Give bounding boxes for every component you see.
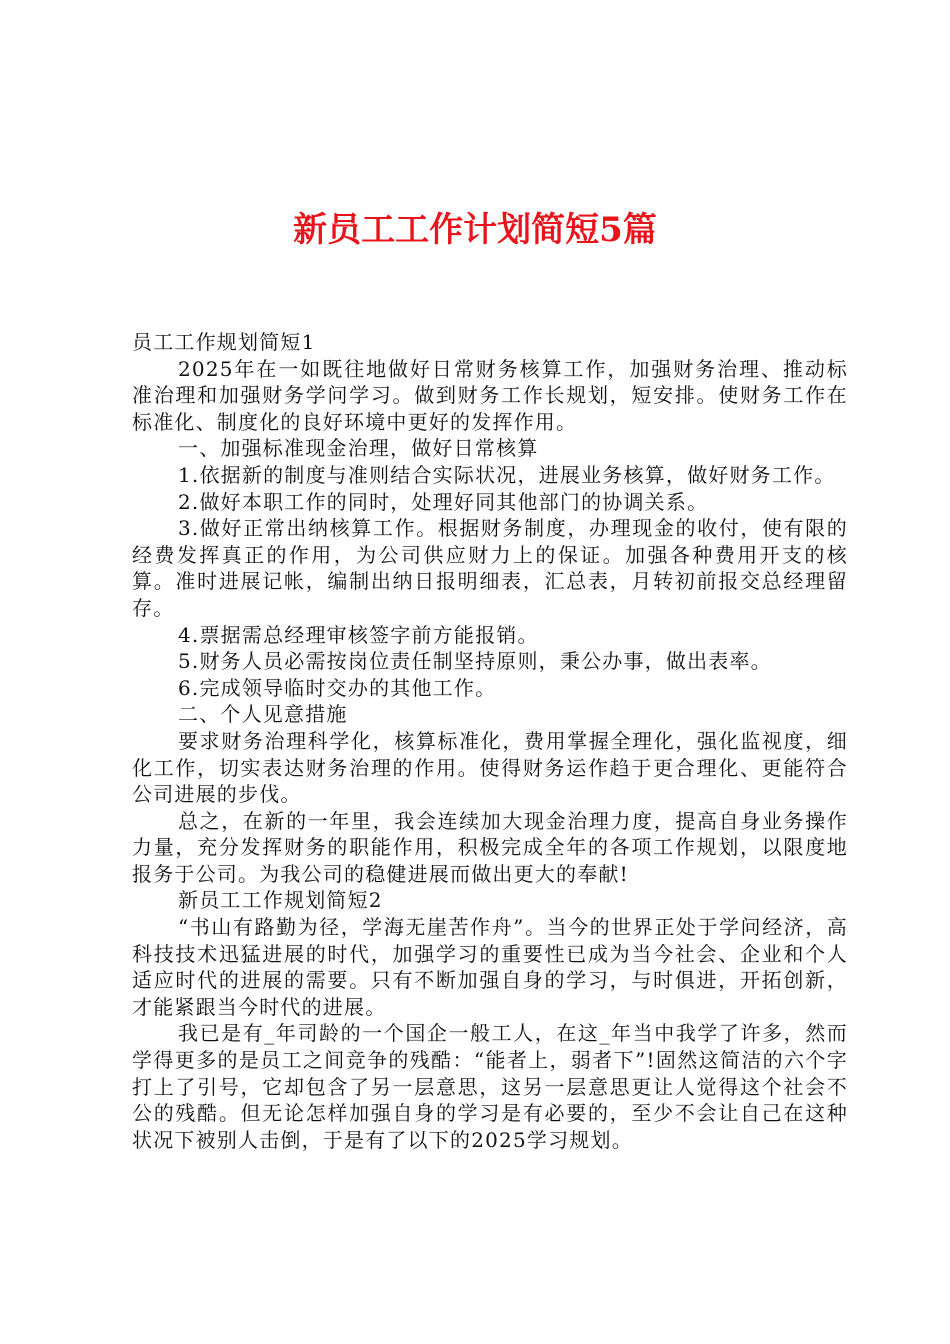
paragraph: “书山有路勤为径，学海无崖苦作舟”。当今的世界正处于学问经济，高科技技术迅猛进展的时代，加强学习的重要性已成为当今社会、企业和个人适应时代的进展的需要。只有不断加强自身的学习，与时俱进，开拓创新，才能紧跟当今时代的进展。 — [132, 915, 848, 1019]
section-heading-1: 员工工作规划简短1 — [132, 330, 316, 354]
list-item: 6.完成领导临时交办的其他工作。 — [178, 675, 497, 700]
subheading: 二、个人见意措施 — [178, 702, 348, 727]
paragraph: 总之，在新的一年里，我会连续加大现金治理力度，提高自身业务操作力量，充分发挥财务的职能作用，积极完成全年的各项工作规划，以限度地报务于公司。为我公司的稳健进展而做出更大的奉献! — [132, 808, 848, 886]
list-item: 1.依据新的制度与准则结合实际状况，进展业务核算，做好财务工作。 — [178, 462, 836, 487]
list-item: 4.票据需总经理审核签字前方能报销。 — [178, 622, 539, 647]
document-body — [132, 329, 848, 1153]
paragraph: 要求财务治理科学化，核算标准化，费用掌握全理化，强化监视度，细化工作，切实表达财务治理的作用。使得财务运作趋于更合理化、更能符合公司进展的步伐。 — [132, 728, 848, 807]
section-heading-2: 新员工工作规划简短2 — [178, 888, 383, 913]
list-item: 2.做好本职工作的同时，处理好同其他部门的协调关系。 — [178, 489, 709, 514]
subheading: 一、加强标准现金治理，做好日常核算 — [178, 436, 539, 461]
paragraph: 2025年在一如既往地做好日常财务核算工作，加强财务治理、推动标准治理和加强财务学问学习。做到财务工作长规划，短安排。使财务工作在标准化、制度化的良好环境中更好的发挥作用。 — [132, 356, 848, 434]
list-item: 3.做好正常出纳核算工作。根据财务制度，办理现金的收付，使有限的经费发挥真正的作用，为公司供应财力上的保证。加强各种费用开支的核算。准时进展记帐，编制出纳日报明细表，汇总表，月转初前报交总经理留存。 — [132, 516, 848, 620]
paragraph: 我已是有_年司龄的一个国企一般工人，在这_年当中我学了许多，然而学得更多的是员工之间竞争的残酷：“能者上，弱者下”!固然这简洁的六个字打上了引号，它却包含了另一层意思，这另一层意思更让人觉得这个社会不公的残酷。但无论怎样加强自身的学习是有必要的，至少不会让自己在这种状况下被别人击倒，于是有了以下的2025学习规划。 — [132, 1021, 848, 1152]
list-item: 5.财务人员必需按岗位责任制坚持原则，秉公办事，做出表率。 — [178, 649, 772, 674]
document-title: 新员工工作计划简短5篇 — [293, 210, 657, 250]
